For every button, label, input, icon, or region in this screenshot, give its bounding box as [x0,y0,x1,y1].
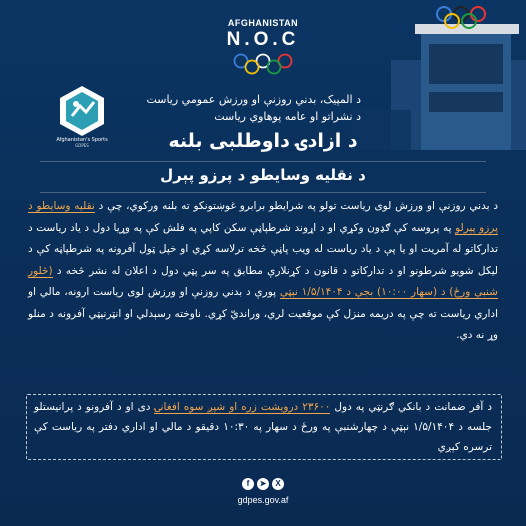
noc-country: AFGHANISTAN [227,18,299,28]
website-link[interactable]: gdpes.gov.af [237,495,289,505]
announcement-body [28,196,498,347]
body-text-2: په پروسه کې ګډون وکړي او د اړوند شرطپاڼې سکن کاپي په فلش کې په وړیا دول د یاد ریاست د تدارکاتو له آمریت او یا پې د یاد ریاست له ویب پاڼې څخه ترلاسه کړي او خپل ټول آفرونه په شرطپاڼه کې د لیکل شویو شرطونو او د تدارکاتو د قانون د کړنلارې مطابق په سر پټي دول د اعلان له نشر څخه د [28,221,498,277]
facebook-icon[interactable]: f [242,478,254,490]
body-highlight-item: نقلیه وسایطو د پرزو پېرلو [28,200,499,234]
announcement-subtitle: د نقلیه وسایطو د پرزو پېرل [160,166,366,184]
notice-text-2: دی او د آفرونو د پرانیستلو جلسه د ۱/۵/۱۴۰۴ نېټې د چهارشنبې په ورځ د سهار په ۱۰:۳۰ دقیقو د مالي او اداري دفتر په ریاست کې ترسره کېږي [34,401,492,453]
olympic-building-image [351,0,526,150]
olympic-rings-icon [231,53,295,75]
x-icon[interactable]: X [272,478,284,490]
announcement-title: د ازادۍ داوطلبی بلنه [168,130,358,152]
gdpes-caption-text: Afghanistan's Sports [56,137,108,143]
social-icons [236,478,290,492]
body-text-1: د بدني روزنې او ورزش لوی ریاست تولو په شرایطو برابرو غوښتونکو ته بلنه ورکوي، چې د [94,200,498,212]
subtitle-divider [40,192,486,193]
body-text-3: پورې د بدني روزنې او ورزش لوی ریاست ارونه، مالي او اداري ریاست ته چې په دریمه منزل کې موقعیت لري، ورانديّ کړي. ناوخته رسېدلي او انټرنیټي آفرونه د منلو وړ نه دي. [28,286,498,341]
notice-text-1: د آفر ضمانت د بانکي ګرنټي په دول [330,401,493,413]
notice-text [34,397,492,457]
telegram-icon[interactable]: ➤ [257,478,269,490]
gdpes-caption-sub: GDPES [75,143,89,148]
title-divider [40,161,486,162]
notice-highlight-amount: ۲۳۶۰۰ درویشت زره او شپږ سوه افغانۍ [154,401,331,413]
header-line-2: د نشراتو او عامه پوهاوي ریاست [214,110,361,123]
header-line-1: د المپیک، بدني روزنې او ورزش عمومي ریاست [146,93,361,106]
noc-logo [200,18,326,79]
body-highlight-deadline: (څلور شنبې ورځ) د (سهار ۱۰:۰۰) بجې د ۱/۵/۱۴۰۴ نېټې [28,264,498,298]
noc-letters: N.O.C [226,29,300,50]
